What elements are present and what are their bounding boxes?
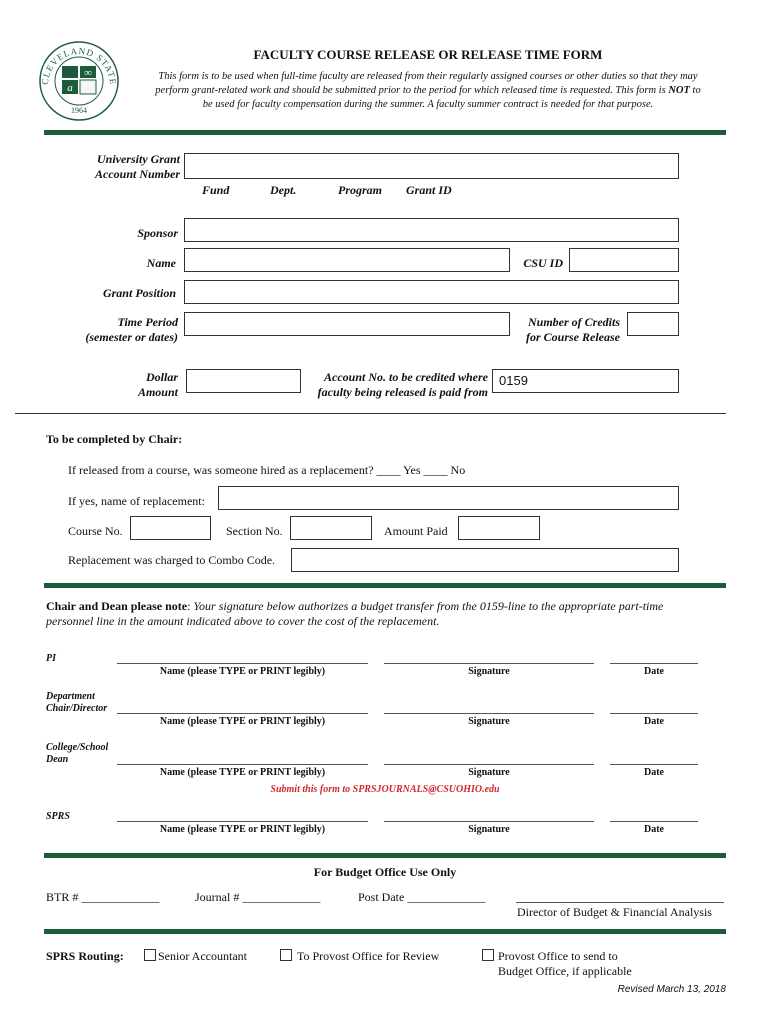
provost-send-label-l2: Budget Office, if applicable <box>498 964 632 978</box>
college-name-line <box>117 764 368 765</box>
account-credited-label <box>290 370 488 400</box>
dept-chair-label-l1: Department <box>46 691 95 702</box>
note-text-1: Your signature below authorizes a budget transfer from the 0159-line to the appropriate part-time <box>190 599 664 613</box>
sponsor-input[interactable] <box>184 218 679 242</box>
director-signature-line <box>516 902 724 903</box>
college-dean-label <box>46 742 108 766</box>
seal-name-text: CLEVELAND STATE <box>39 45 119 86</box>
time-period-input[interactable] <box>184 312 510 336</box>
senior-accountant-checkbox[interactable] <box>144 949 156 961</box>
college-date-caption: Date <box>644 767 664 778</box>
course-no-input[interactable] <box>130 516 211 540</box>
dept-date-caption: Date <box>644 716 664 727</box>
desc-not: NOT <box>668 85 690 96</box>
sprs-date-caption: Date <box>644 824 664 835</box>
time-period-label <box>40 315 178 345</box>
replacement-question: If released from a course, was someone hired as a replacement? ____ Yes ____ No <box>68 463 466 477</box>
grant-account-label <box>40 152 180 182</box>
dept-signature-line <box>384 713 594 714</box>
pi-label: PI <box>46 653 56 664</box>
section-no-input[interactable] <box>290 516 372 540</box>
course-no-label: Course No. <box>68 524 123 538</box>
dept-date-line <box>610 713 698 714</box>
name-label: Name <box>146 256 176 270</box>
credits-label <box>470 315 620 345</box>
college-signature-caption: Signature <box>468 767 510 778</box>
note-colon: : <box>187 599 191 613</box>
btr-field[interactable]: BTR # _____________ <box>46 890 160 904</box>
journal-field[interactable]: Journal # _____________ <box>195 890 321 904</box>
dept-chair-label <box>46 691 107 715</box>
budget-heading: For Budget Office Use Only <box>313 865 457 879</box>
pi-signature-line <box>384 663 594 664</box>
account-credited-label-l2: faculty being released is paid from <box>317 385 488 399</box>
grant-id-caption: Grant ID <box>406 183 452 197</box>
dept-caption: Dept. <box>270 183 297 197</box>
grant-account-label-l2: Account Number <box>94 167 180 181</box>
form-title: FACULTY COURSE RELEASE OR RELEASE TIME FORM <box>253 47 603 62</box>
routing-label: SPRS Routing: <box>46 949 124 963</box>
dept-name-line <box>117 713 368 714</box>
sponsor-label: Sponsor <box>137 226 178 240</box>
pi-name-caption: Name (please TYPE or PRINT legibly) <box>159 666 326 677</box>
college-signature-line <box>384 764 594 765</box>
svg-text:∞: ∞ <box>84 67 92 79</box>
provost-send-label <box>498 949 632 979</box>
svg-text:CLEVELAND STATE UNIVERSITY <box>38 40 118 86</box>
budget-rule <box>44 853 726 858</box>
credits-input[interactable] <box>627 312 679 336</box>
svg-text:a: a <box>67 82 73 94</box>
college-name-caption: Name (please TYPE or PRINT legibly) <box>159 767 326 778</box>
note-lead: Chair and Dean please note <box>46 599 188 613</box>
provost-send-label-l1: Provost Office to send to <box>498 949 618 963</box>
dept-signature-caption: Signature <box>468 716 510 727</box>
sprs-name-line <box>117 821 368 822</box>
combo-code-input[interactable] <box>291 548 679 572</box>
pi-date-line <box>610 663 698 664</box>
sprs-name-caption: Name (please TYPE or PRINT legibly) <box>159 824 326 835</box>
credits-label-l2: for Course Release <box>526 330 620 344</box>
college-dean-label-l1: College/School <box>46 742 109 753</box>
note-text-2: personnel line in the amount indicated above to cover the cost of the replacement. <box>46 614 440 628</box>
fund-caption: Fund <box>202 183 230 197</box>
revised-date: Revised March 13, 2018 <box>617 984 726 995</box>
college-dean-label-l2: Dean <box>46 754 69 765</box>
csu-id-label: CSU ID <box>523 256 563 270</box>
combo-code-label: Replacement was charged to Combo Code. <box>68 553 276 567</box>
program-caption: Program <box>338 183 383 197</box>
account-credited-input[interactable]: 0159 <box>492 369 679 393</box>
submit-note-link[interactable]: Submit this form to SPRSJOURNALS@CSUOHIO.edu <box>270 784 500 795</box>
amount-paid-input[interactable] <box>458 516 540 540</box>
pi-date-caption: Date <box>644 666 664 677</box>
grant-position-label: Grant Position <box>102 286 176 300</box>
seal-year: 1964 <box>71 106 87 115</box>
time-period-label-l1: Time Period <box>117 315 178 329</box>
desc-line-2a: perform grant-related work and should be submitted prior to the period for which released time is requested. This form is <box>155 85 669 96</box>
dept-chair-label-l2: Chair/Director <box>46 703 108 714</box>
sprs-date-line <box>610 821 698 822</box>
desc-line-1: This form is to be used when full-time faculty are released from their regularly assigned courses or other duties so that they may <box>158 71 698 82</box>
post-date-field[interactable]: Post Date _____________ <box>358 890 486 904</box>
header-rule <box>44 130 726 135</box>
chair-dean-note <box>46 599 726 629</box>
pi-name-line <box>117 663 368 664</box>
sprs-label: SPRS <box>46 811 70 822</box>
dept-name-caption: Name (please TYPE or PRINT legibly) <box>159 716 326 727</box>
university-seal <box>38 40 120 122</box>
senior-accountant-label: Senior Accountant <box>158 949 247 963</box>
form-description <box>120 70 736 112</box>
grant-account-input[interactable] <box>184 153 679 179</box>
note-line-1 <box>46 599 726 614</box>
provost-review-label: To Provost Office for Review <box>297 949 440 963</box>
amount-paid-label: Amount Paid <box>384 524 448 538</box>
chair-heading: To be completed by Chair: <box>46 432 183 446</box>
credits-label-l1: Number of Credits <box>527 315 620 329</box>
routing-rule <box>44 929 726 934</box>
director-caption: Director of Budget & Financial Analysis <box>517 905 712 919</box>
grant-position-input[interactable] <box>184 280 679 304</box>
pi-signature-caption: Signature <box>468 666 510 677</box>
replacement-name-input[interactable] <box>218 486 679 510</box>
section-divider-1 <box>15 413 726 414</box>
time-period-label-l2: (semester or dates) <box>85 330 178 344</box>
chair-rule <box>44 583 726 588</box>
provost-send-checkbox[interactable] <box>482 949 494 961</box>
replacement-name-label: If yes, name of replacement: <box>68 494 205 508</box>
desc-line-2b: to <box>689 85 701 96</box>
dollar-amount-label <box>40 370 178 400</box>
account-credited-label-l1: Account No. to be credited where <box>324 370 488 384</box>
dollar-amount-input[interactable] <box>186 369 301 393</box>
grant-account-label-l1: University Grant <box>96 152 180 166</box>
college-date-line <box>610 764 698 765</box>
desc-line-3: be used for faculty compensation during the summer. A faculty summer contract is needed for that purpose. <box>202 99 654 110</box>
desc-line-2 <box>120 84 736 98</box>
provost-review-checkbox[interactable] <box>280 949 292 961</box>
sprs-signature-caption: Signature <box>468 824 510 835</box>
dollar-amount-label-l2: Amount <box>137 385 178 399</box>
sprs-signature-line <box>384 821 594 822</box>
csu-id-input[interactable] <box>569 248 679 272</box>
section-no-label: Section No. <box>226 524 283 538</box>
dollar-amount-label-l1: Dollar <box>145 370 178 384</box>
name-input[interactable] <box>184 248 510 272</box>
